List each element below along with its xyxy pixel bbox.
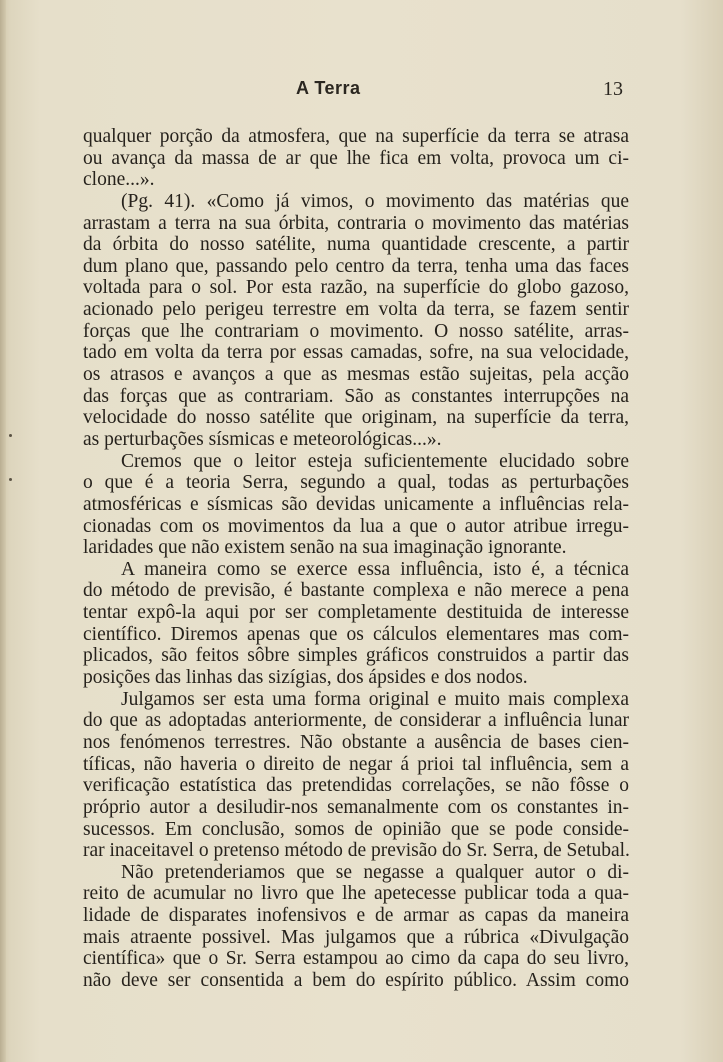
text-line: A maneira como se exerce essa influência, isto é, a técnica — [121, 558, 629, 580]
text-line: voltada para o sol. Por esta razão, na superfície do globo gazoso, — [83, 277, 629, 299]
text-line: do método de previsão, é bastante complexa e não merece a pena — [83, 580, 629, 602]
text-line: Cremos que o leitor esteja suficientemente elucidado sobre — [121, 450, 629, 472]
text-line: clone...». — [83, 169, 155, 191]
text-line: laridades que não existem senão na sua imaginação ignorante. — [83, 537, 567, 559]
text-line: não deve ser consentida a bem do espírito público. Assim como — [83, 969, 629, 991]
text-line: posições das linhas das sizígias, dos ápsides e dos nodos. — [83, 667, 528, 689]
body-text — [83, 126, 629, 992]
text-line: sucessos. Em conclusão, somos de opinião que se pode conside- — [83, 818, 629, 840]
text-line: lidade de disparates inofensivos e de armar as capas da maneira — [83, 905, 629, 927]
text-line: Julgamos ser esta uma forma original e muito mais complexa — [121, 688, 629, 710]
text-line: (Pg. 41). «Como já vimos, o movimento das matérias que — [121, 190, 629, 212]
running-title: A Terra — [296, 78, 361, 98]
text-line: mais atraente possivel. Mas julgamos que a rúbrica «Divulgação — [83, 926, 629, 948]
text-line: tentar expô-la aqui por ser completamente destituida de interesse — [83, 602, 629, 624]
text-line: tíficas, não haveria o direito de negar á prioi tal influência, sem a — [83, 753, 629, 775]
text-line: científica» que o Sr. Serra estampou ao cimo da capa do seu livro, — [83, 948, 629, 970]
text-line: das forças que as contrariam. São as constantes interrupções na — [83, 385, 629, 407]
text-line: científico. Diremos apenas que os cálculos elementares mas com- — [83, 623, 629, 645]
text-line: do que as adoptadas anteriormente, de considerar a influência lunar — [83, 710, 629, 732]
text-line: dum plano que, passando pelo centro da terra, tenha uma das faces — [83, 255, 629, 277]
page-gutter-shadow — [0, 0, 6, 1062]
margin-speck — [9, 478, 12, 481]
text-line: atmosféricas e sísmicas são devidas unicamente a influências rela- — [83, 493, 629, 515]
text-line: da órbita do nosso satélite, numa quantidade crescente, a partir — [83, 234, 629, 256]
text-line: o que é a teoria Serra, segundo a qual, todas as perturbações — [83, 472, 629, 494]
text-line: reito de acumular no livro que lhe apetecesse publicar toda a qua- — [83, 883, 629, 905]
text-line: velocidade do nosso satélite que originam, na superfície da terra, — [83, 407, 629, 429]
text-line: qualquer porção da atmosfera, que na superfície da terra se atrasa — [83, 126, 629, 147]
text-line: as perturbações sísmicas e meteorológicas...». — [83, 428, 442, 450]
text-line: tado em volta da terra por essas camadas, sofre, na sua velocidade, — [83, 342, 629, 364]
text-line: arrastam a terra na sua órbita, contraria o movimento das matérias — [83, 212, 629, 234]
text-line: nos fenómenos terrestres. Não obstante a ausência de bases cien- — [83, 731, 629, 753]
text-line: os atrasos e avanços a que as mesmas estão sujeitas, pela acção — [83, 364, 629, 386]
margin-speck — [9, 434, 12, 437]
text-line: plicados, são feitos sôbre simples gráficos construidos a partir das — [83, 645, 629, 667]
text-line: cionadas com os movimentos da lua a que o autor atribue irregu- — [83, 515, 629, 537]
page-header — [0, 78, 723, 106]
text-line: ou avança da massa de ar que lhe fica em volta, provoca um ci- — [83, 147, 629, 169]
text-line: acionado pelo perigeu terrestre em volta da terra, se fazem sentir — [83, 299, 629, 321]
text-line: forças que lhe contrariam o movimento. O nosso satélite, arras- — [83, 320, 629, 342]
page-number: 13 — [603, 78, 623, 100]
text-line: verificação estatística das pretendidas correlações, se não fôsse o — [83, 775, 629, 797]
text-line: próprio autor a desiludir-nos semanalmente com os constantes in- — [83, 796, 629, 818]
text-line: rar inaceitavel o pretenso método de previsão do Sr. Serra, de Setubal. — [83, 840, 630, 862]
text-line: Não pretenderiamos que se negasse a qualquer autor o di- — [121, 861, 629, 883]
